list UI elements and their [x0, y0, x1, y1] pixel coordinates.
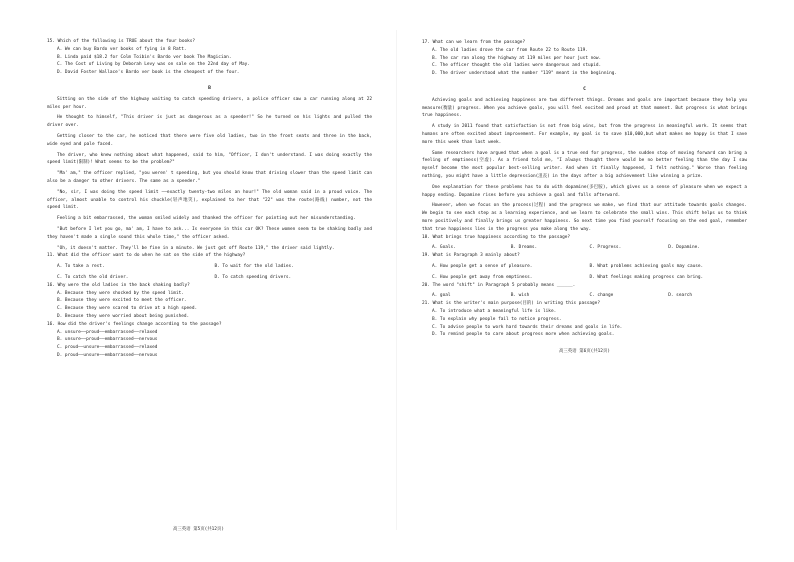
- option-b: B. wish: [510, 293, 530, 299]
- option-a: A. To take a rest.: [57, 264, 105, 270]
- passage-paragraph: "Ma' am," the officer replied, "you weren' t speeding, but you should know that driving slower than the speed limit can also be a danger to other drivers. The same as a speeder.": [47, 171, 372, 184]
- option-d: D. What feelings making progress can bring.: [589, 274, 704, 280]
- passage-paragraph: Achieving goals and achieving happiness are two different things. Dreams and goals are important because they help you measure(衡量) progress. When you achieve goals, you will feel excited and proud at that moment. But progress is what brings true happiness.: [422, 97, 747, 119]
- left-column: [47, 38, 372, 360]
- option-a: A. How people get a sense of pleasure.: [432, 263, 533, 269]
- option-a: A. unsure——proud——embarrassed——relaxed: [57, 329, 158, 335]
- question-15: [47, 38, 372, 77]
- option-c: C. To advise people to work hard towards their dreams and goals in life.: [432, 324, 623, 330]
- option-c: C. change: [589, 293, 614, 299]
- option-d: D. search: [668, 293, 693, 299]
- options-row: [47, 274, 372, 282]
- option-c: C. proud——unsure——embarrassed——relaxed: [57, 345, 158, 351]
- question-stem: 11. What did the officer want to do when he sat on the side of the highway?: [47, 253, 246, 259]
- question-16: [47, 282, 372, 321]
- options-row: [422, 274, 747, 282]
- option-a: A. We can buy Bardo ver books of fying in 8 Ratt.: [57, 46, 187, 52]
- option-b: B. What problems achieving goals may cause.: [589, 263, 704, 269]
- passage-paragraph: However, when we focus on the process(过程) and the progress we make, we find that our attitude towards goals changes. We begin to see each step as a learning experience, and we learn to celebrate the small wins. This shift helps us to think more positively and finally brings us greater happiness. So next time you find yourself focusing on the end goal, remember that true happiness lies in the progress you make along the way.: [422, 203, 747, 232]
- option-b: B. To explain why people fail to notice progress.: [432, 316, 562, 322]
- passage-paragraph: Feeling a bit embarrassed, the woman smiled widely and thanked the officer for pointing out her misunderstanding.: [57, 216, 356, 222]
- section-heading-b: B: [208, 85, 211, 91]
- option-b: B. Because they were excited to meet the officer.: [57, 298, 187, 304]
- section-heading-c: C: [583, 86, 586, 92]
- question-16b: [47, 321, 372, 360]
- passage-paragraph: "But before I let you go, ma' am, I have to ask... Is everyone in this car OK? These women seem to be shaking badly and they haven't made a single sound this whole time," the officer asked.: [47, 226, 372, 240]
- page-footer: 高三英语 第6页(共12页): [559, 349, 610, 355]
- right-page: [397, 0, 794, 562]
- passage-paragraph: "No, sir, I was doing the speed limit ——exactly twenty-two miles an hour!" The old woman said in a proud voice. The officer, almost unable to control his chuckle(轻声地笑), explained to her that "22" was the route(路线) number, not the speed limit.: [47, 189, 372, 211]
- passage-b: [47, 96, 372, 253]
- passage-paragraph: "Oh, it doesn't matter. They'll be fine in a minute. We just got off Route 119," the driver said lightly.: [57, 245, 335, 251]
- option-d: D. To remind people to care about progress more when achieving goals.: [432, 332, 615, 338]
- option-a: A. Goals.: [432, 245, 456, 251]
- option-d: D. David Foster Wallace's Bardo ver book is the cheapest of the four.: [57, 70, 240, 76]
- option-a: A. goal: [432, 293, 451, 299]
- question-stem: 20. The word "shift" in Paragraph 5 probably means ______.: [422, 282, 576, 288]
- options-row: [422, 263, 747, 271]
- passage-paragraph: Some researchers have argued that when a goal is a true end for progress, the sudden stop of moving forward can bring a feeling of emptiness(空虚). As a friend told me, "I always thought there would be no better feeling than the day I saw myself become the most popular best-selling writer. And when it finally happened, I felt nothing." Worse than feeling nothing, you might have a little depression(沮丧) in the days after a big achievement like winning a prize.: [422, 150, 747, 179]
- page-footer: 高三英语 第5页(共12页): [173, 527, 224, 532]
- option-b: B. Linda paid $18.2 for Colm Toibin's Bardo ver book The Magician.: [57, 54, 232, 60]
- options-row: [47, 263, 372, 271]
- passage-paragraph: Sitting on the side of the highway waiting to catch speeding drivers, a police officer saw a car running along at 22 miles per hour.: [47, 96, 372, 110]
- options-row: [422, 292, 747, 300]
- question-21: [422, 300, 747, 339]
- question-stem: 17. What can we learn from the passage?: [422, 40, 526, 45]
- option-c: C. Progress.: [589, 245, 622, 251]
- option-c: C. How people get away from emptiness.: [432, 274, 533, 280]
- passage-c: [422, 97, 747, 234]
- question-stem: 16. How did the driver's feelings change according to the passage?: [47, 321, 222, 327]
- option-d: D. Dopamine.: [668, 245, 700, 251]
- option-b: B. unsure——proud——embarrassed——nervous: [57, 337, 158, 343]
- question-stem: 15. Which of the following is TRUE about the four books?: [47, 39, 196, 44]
- option-a: A. The old ladies drove the car from Route 22 to Route 119.: [432, 47, 588, 53]
- passage-paragraph: A study in 2011 found that satisfaction is not from big wins, but from the progress in meaningful work. It seems that humans are often excited about improvement. For example, my goal is to save $10,000,but what makes me happy is that I save more this week than last week.: [422, 124, 747, 145]
- option-d: D. Because they were worried about being punished.: [57, 313, 190, 319]
- option-a: A. Because they were shocked by the speed limit.: [57, 290, 184, 296]
- passage-paragraph: The driver, who knew nothing about what happened, said to him, "Officer, I don't understand. I was doing exactly the speed limit(限制)! What seems to be the problem?": [47, 152, 372, 166]
- question-stem: 18. What brings true happiness according to the passage?: [422, 234, 571, 240]
- option-b: B. The car ran along the highway at 119 miles per hour just now.: [432, 55, 602, 61]
- option-c: C. The officer thought the old ladies were dangerous and stupid.: [432, 63, 602, 69]
- right-column: [422, 39, 747, 354]
- option-c: C. Because they were scared to drive at a high speed.: [57, 306, 198, 312]
- options-row: [422, 244, 747, 252]
- question-19: [422, 252, 747, 281]
- passage-paragraph: One explanation for these problems has to do with dopamine(多巴胺), which gives us a sense of pleasure when we expect a happy ending. Dopamine rises before you achieve a goal and falls afterward.: [422, 184, 747, 198]
- option-b: B. Dreams.: [510, 245, 538, 251]
- passage-paragraph: He thought to himself, "This driver is just as dangerous as a speeder!" So he turned on his lights and pulled the driver over.: [47, 115, 372, 129]
- option-d: D. To catch speeding drivers.: [214, 274, 292, 280]
- option-d: D. The driver understood what the number "119" meant in the beginning.: [432, 71, 618, 77]
- question-stem: 16. Why were the old ladies in the back shaking badly?: [47, 282, 190, 288]
- option-a: A. To introduce what a meaningful life is like.: [432, 308, 557, 314]
- question-20: [422, 282, 747, 301]
- option-c: C. The Cost of Living by Deborah Levy was on sale on the 22nd day of May.: [57, 62, 250, 68]
- option-b: B. To wait for the old ladies.: [214, 264, 294, 270]
- question-stem: 21. What is the writer's main purpose(目的) in writing this passage?: [422, 301, 600, 307]
- question-17: [422, 39, 747, 78]
- passage-paragraph: Getting closer to the car, he noticed that there were five old ladies, two in the front seats and three in the back, wide eyed and pale faced.: [47, 133, 372, 147]
- option-d: D. proud——unsure——embarrassed——nervous: [57, 352, 158, 358]
- question-stem: 19. What is Paragraph 3 mainly about?: [422, 253, 520, 259]
- option-c: C. To catch the old driver.: [57, 274, 129, 280]
- question-18: [422, 234, 747, 253]
- question-11: [47, 252, 372, 281]
